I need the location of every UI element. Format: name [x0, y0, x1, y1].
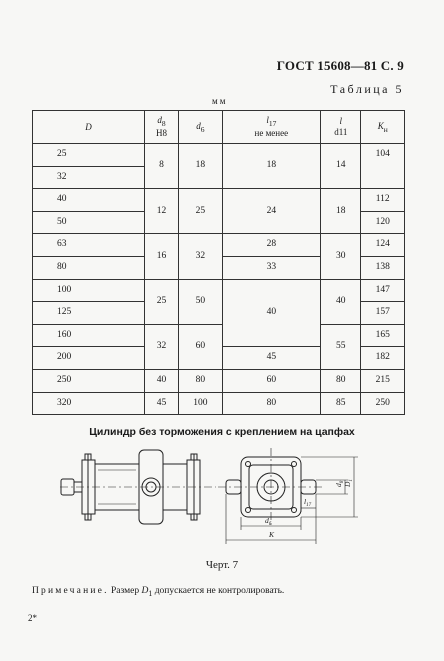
cell-d8: 40 [144, 369, 178, 392]
cell-l17: 45 [222, 347, 321, 370]
cylinder-end-view [218, 448, 324, 526]
table-row [33, 189, 405, 212]
cell-D: 25 [33, 144, 145, 167]
table-row [33, 144, 405, 167]
dim-label-D1: $D_1$ [343, 479, 354, 487]
cell-D: 63 [33, 234, 145, 257]
cell-D: 320 [33, 392, 145, 415]
cell-D: 200 [33, 347, 145, 370]
doc-reference: ГОСТ 15608—81 С. 9 [276, 58, 404, 73]
note-symbol: D [141, 586, 149, 596]
cell-K: 182 [361, 347, 405, 370]
cell-d8: 8 [144, 144, 178, 189]
table-row [33, 324, 405, 347]
note-text-after: допускается не контролировать. [152, 586, 285, 596]
dimensions-table [32, 110, 405, 415]
cell-d6: 32 [179, 234, 222, 279]
dim-label-d6: $d_б$ [265, 516, 272, 527]
cell-d8: 25 [144, 279, 178, 324]
cell-D: 32 [33, 166, 145, 189]
cell-D: 100 [33, 279, 145, 302]
cell-K: 250 [361, 392, 405, 415]
page-number: 2* [28, 613, 37, 623]
cell-l: 85 [321, 392, 361, 415]
cell-K: 138 [361, 256, 405, 279]
cell-K: 104 [361, 144, 405, 167]
col-header-D: D [33, 111, 145, 144]
cell-l17: 28 [222, 234, 321, 257]
table-row [33, 234, 405, 257]
cell-K: 165 [361, 324, 405, 347]
cell-D: 160 [33, 324, 145, 347]
cell-d8: 16 [144, 234, 178, 279]
dimension-lines [226, 457, 358, 544]
cylinder-drawing [58, 440, 368, 550]
cell-K [361, 166, 405, 189]
dim-label-l17: $l_{17}$ [304, 497, 312, 508]
cell-l: 55 [321, 324, 361, 369]
note [32, 586, 284, 598]
note-symbol-sub: 1 [148, 588, 153, 598]
cell-l17: 60 [222, 369, 321, 392]
cell-d8: 32 [144, 324, 178, 369]
cell-l17: 18 [222, 144, 321, 189]
col-header-d8: $d_8$ H8 [144, 111, 178, 144]
cell-d8: 45 [144, 392, 178, 415]
col-header-l17: $l_{17}$ не менее [222, 111, 321, 144]
cell-K: 215 [361, 369, 405, 392]
cell-K: 124 [361, 234, 405, 257]
cell-l: 80 [321, 369, 361, 392]
cell-l: 40 [321, 279, 361, 324]
cell-d6: 100 [179, 392, 222, 415]
cell-d6: 18 [179, 144, 222, 189]
cell-d8: 12 [144, 189, 178, 234]
cylinder-side-view [60, 450, 216, 524]
cell-D: 125 [33, 302, 145, 325]
cell-d6: 60 [179, 324, 222, 369]
dim-label-K: K [269, 530, 275, 539]
cell-K: 120 [361, 211, 405, 234]
cell-D: 40 [33, 189, 145, 212]
cell-d6: 25 [179, 189, 222, 234]
cell-D: 80 [33, 256, 145, 279]
cell-l17: 33 [222, 256, 321, 279]
cell-l: 18 [321, 189, 361, 234]
col-header-K: $K_н$ [361, 111, 405, 144]
cell-l17: 24 [222, 189, 321, 234]
cell-l17: 40 [222, 279, 321, 347]
cell-D: 250 [33, 369, 145, 392]
figure-label: Черт. 7 [205, 559, 239, 571]
table-row [33, 279, 405, 302]
note-text-before: Размер [111, 586, 142, 596]
cell-d6: 50 [179, 279, 222, 324]
col-header-d6: $d_6$ [179, 111, 222, 144]
table-header-row [33, 111, 405, 144]
units-label: мм [212, 96, 228, 106]
cell-l17: 80 [222, 392, 321, 415]
cell-D: 50 [33, 211, 145, 234]
cell-l: 14 [321, 144, 361, 189]
col-header-l: l d11 [321, 111, 361, 144]
drawing-caption: Цилиндр без торможения с креплением на цапфах [89, 426, 355, 438]
table-label: Таблица 5 [330, 82, 404, 96]
cell-K: 112 [361, 189, 405, 212]
cell-d6: 80 [179, 369, 222, 392]
cell-l: 30 [321, 234, 361, 279]
table-row [33, 369, 405, 392]
dim-label-d8: $d_8$ [334, 480, 345, 487]
cell-K: 157 [361, 302, 405, 325]
note-label: Примечание. [32, 586, 109, 596]
cell-K: 147 [361, 279, 405, 302]
table-row [33, 392, 405, 415]
